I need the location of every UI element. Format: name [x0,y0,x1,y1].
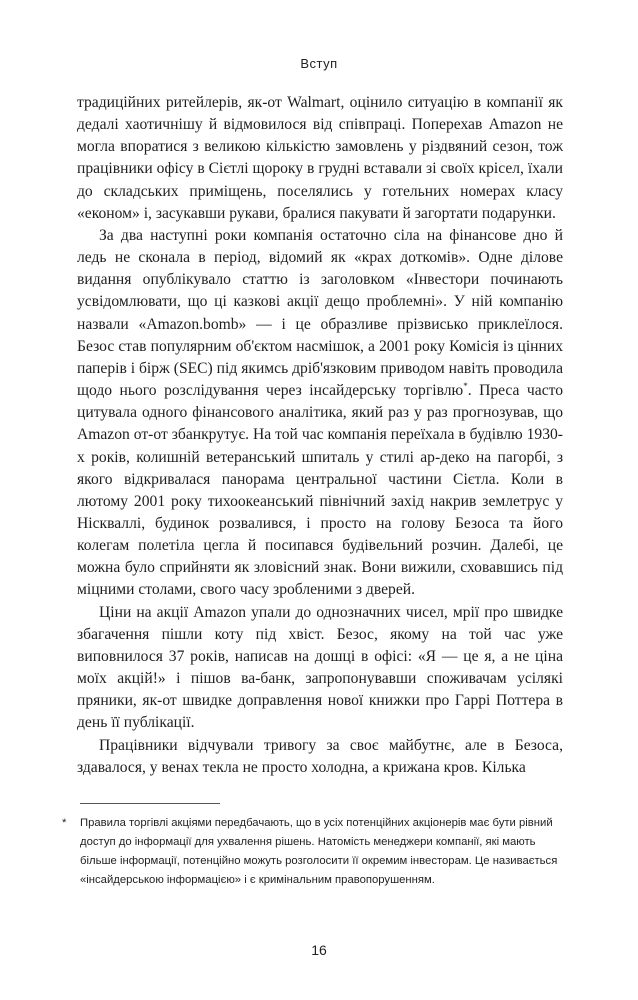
footnote-text: Правила торгівлі акціями передбачають, що в усіх потенційних акціонерів має бути рівний доступ до інформації для ухвалення рішень. Натомість менеджери компанії, які мають більше інформації, потенційно можуть розголосити її окремим інвесторам. Це називається «інсайдерською інформацією» і є кримінальним правопорушенням. [80,817,558,886]
paragraph-2-text: За два наступні роки компанія остаточно сіла на фінансове дно й ледь не сконала в період, відомий як «крах доткомів». Одне ділове видання опублікувало статтю із заголовком «Інвестори починають усвідомлювати, що ці казкові акції дещо проблемні». У ній компанію назвали «Amazon.bomb» — і це образливе прізвисько приклеїлося. Безос став популярним об'єктом насмішок, а 2001 року Комісія із цінних паперів і бірж (SEC) під якимсь дріб'язковим приводом навіть проводила щодо нього розслідування через інсайдерську торгівлю [77,226,563,400]
footnote-marker: * [62,817,67,829]
footnote [62,814,562,890]
footnote-reference: * [463,380,468,391]
paragraph-4: Працівники відчували тривогу за своє майбутнє, але в Безоса, здавалося, у венах текла не просто холодна, а крижана кров. Кілька [77,736,563,776]
paragraph-3: Ціни на акції Amazon упали до однозначних чисел, мрії про швидке збагачення пішли коту під хвіст. Безос, якому на той час уже виповнилося 37 років, написав на дошці в офісі: «Я — це я, а не ціна моїх акцій!» і пішов ва-банк, запропонувавши споживачам усілякі пряники, як-от швидке доправлення нової книжки про Гаррі Поттера в день її публікації. [77,603,563,732]
page-number: 16 [311,942,327,958]
body-text [77,92,563,779]
footnote-divider [80,803,220,804]
paragraph-2-continued: Преса часто цитувала одного фінансового аналітика, який раз у раз прогнозував, що Amazon от-от збанкрутує. На той час компанія переїхала в будівлю 1930-х років, колишній ветеранський шпиталь у стилі ар-деко на пагорбі, з якого відкривалася панорама центральної частини Сієтла. Коли в лютому 2001 року тихоокеанський північний захід накрив землетрус у Ніскваллі, будинок розвалився, і просто на голову Безоса та його колегам полетіла цегла й посипався будівельний розчин. Далебі, це можна було сприйняти як зловісний знак. Вони вижили, сховавшись під міцними столами, свого часу зробленими з дверей. [77,382,564,599]
paragraph-2: За два наступні роки компанія остаточно сіла на фінансове дно й ледь не сконала в період, відомий як «крах доткомів». Одне ділове видання опублікувало статтю із заголовком «Інвестори починають усвідомлювати, що ці казкові акції дещо проблемні». У ній компанію назвали «Amazon.bomb» — і це образливе прізвисько приклеїлося. Безос став популярним об'єктом насмішок, а 2001 року Комісія із цінних паперів і бірж (SEC) під якимсь дріб'язковим приводом навіть проводила щодо нього розслідування через інсайдерську торгівлю*. Преса часто цитувала одного фінансового аналітика, який раз у раз прогнозував, що Amazon от-от збанкрутує. На той час компанія переїхала в будівлю 1930-х років, колишній ветеранський шпиталь у стилі ар-деко на пагорбі, з якого відкривалася панорама центральної частини Сієтла. Коли в лютому 2001 року тихоокеанський північний захід накрив землетрус у Ніскваллі, будинок розвалився, і просто на голову Безоса та його колегам полетіла цегла й посипався будівельний розчин. Далебі, це можна було сприйняти як зловісний знак. Вони вижили, сховавшись під міцними столами, свого часу зробленими з дверей. [77,226,564,599]
paragraph-1: традиційних ритейлерів, як-от Walmart, оцінило ситуацію в компанії як дедалі хаотичнішу й відмовилося від співпраці. Поперехав Amazon не могла впоратися з великою кількістю замовлень у різдвяний сезон, тож працівники офісу в Сієтлі щороку в грудні вставали зі своїх крісел, їхали до складських приміщень, поселялись у готельних номерах класу «економ» і, засукавши рукави, бралися пакувати й загортати подарунки. [77,94,563,222]
running-head: Вступ [300,56,338,71]
